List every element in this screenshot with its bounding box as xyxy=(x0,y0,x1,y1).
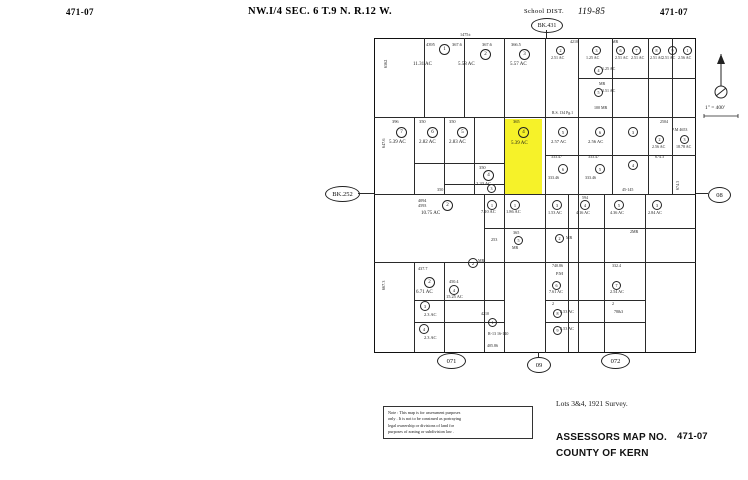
parcel-circle-e23[interactable]: 6 xyxy=(552,281,561,290)
lot-div-5 xyxy=(444,117,445,194)
annotation-pm4653: P.M 4653 xyxy=(672,127,688,132)
east-div-6 xyxy=(604,194,605,352)
lot-div-6 xyxy=(474,117,475,194)
page09-leader xyxy=(538,352,539,357)
parcel-area-e6: 2.51 AC xyxy=(631,55,645,60)
dim-33346b: 333.46 xyxy=(585,175,596,180)
lot-div-2 xyxy=(464,38,465,117)
parcel-circle-e4[interactable]: 5 xyxy=(594,88,603,97)
parcel-area-e19: 4.16 AC xyxy=(576,210,590,215)
dim-2-label: 78&3 xyxy=(614,309,624,314)
dim-4665-a: 2504 xyxy=(660,119,668,124)
parcel-area-3: 5.57 AC xyxy=(510,62,527,67)
parcel-area-4b: 2.33 AC xyxy=(476,181,492,186)
parcel-circle-1b[interactable]: 1 xyxy=(487,200,497,210)
parcel-area-6b: 2.82 AC xyxy=(419,140,436,145)
lots-survey-note: Lots 3&4, 1921 Survey. xyxy=(556,399,628,408)
parcel-area-e26: 2.53 AC xyxy=(560,326,574,331)
interior-line-h-194 xyxy=(374,194,696,195)
parcel-area-5b: 2.83 AC xyxy=(449,140,466,145)
annotation-mr-top: MR xyxy=(612,39,619,44)
parcel-circle-e20[interactable]: 5 xyxy=(614,200,624,210)
parcel-circle-e12[interactable]: 3 xyxy=(628,127,638,137)
parcel-circle-1c[interactable]: 1 xyxy=(510,200,520,210)
parcel-area-e20: 4.36 AC xyxy=(610,210,624,215)
parcel-area-e8: 2.51 AC xyxy=(662,55,676,60)
lot-div-10 xyxy=(444,262,445,352)
dim-46: 45-145 xyxy=(622,187,634,192)
dim-4395: 4395 xyxy=(426,42,435,47)
parcel-circle-e15[interactable]: 3 xyxy=(680,135,689,144)
dim-3324: 2 xyxy=(552,301,554,306)
dim-350-c: 350 xyxy=(479,165,486,170)
parcel-area-e25: 2.53 AC xyxy=(560,309,574,314)
parcel-area-4c: 2.3 AC xyxy=(424,335,437,340)
parcel-area-e14: 2.56 AC xyxy=(652,144,666,149)
header-right-label: 471-07 xyxy=(660,7,688,17)
parcel-circle-4d[interactable]: 4 xyxy=(449,285,459,295)
parcel-circle-e10[interactable]: 5 xyxy=(558,127,568,137)
parcel-area-e23: 7.61 AC xyxy=(549,289,563,294)
parcel-area-e10: 2.57 AC xyxy=(551,139,567,144)
dim-74086: 332.4 xyxy=(612,263,621,268)
dim-253: 253 xyxy=(491,237,498,242)
parcel-circle-e26[interactable]: 9 xyxy=(553,326,562,335)
east-div-1 xyxy=(578,38,579,353)
parcel-circle-e1[interactable]: 2 xyxy=(556,46,565,55)
page-reference-071[interactable]: 071 xyxy=(437,353,466,369)
parcel-area-e15: 18.78 AC xyxy=(676,144,692,149)
parcel-area-e11: 2.56 AC xyxy=(588,139,604,144)
parcel-area-e18: 1.53 AC xyxy=(548,210,562,215)
parcel-circle-e17[interactable]: 5 xyxy=(595,164,605,174)
parcel-area-e1: 2.51 AC xyxy=(551,55,565,60)
parcel-circle-2-mr[interactable]: 2 xyxy=(468,258,478,268)
lot-div-12 xyxy=(504,262,505,352)
parcel-circle-e22[interactable]: 2 xyxy=(555,234,564,243)
page-reference-08[interactable]: 08 xyxy=(708,187,731,203)
dim-33346: 333.46 xyxy=(548,175,559,180)
page-title: NW.I/4 SEC. 6 T.9 N. R.12 W. xyxy=(248,6,393,17)
parcel-circle-e9[interactable]: 1 xyxy=(683,46,692,55)
parcel-circle-e24[interactable]: 7 xyxy=(612,281,621,290)
dim-153: 450.4 xyxy=(449,279,459,284)
section-boundary-left xyxy=(374,38,375,353)
interior-line-v-545 xyxy=(545,38,546,353)
note-line-2: only . It is not to be construed as portraying xyxy=(388,416,462,422)
parcel-circle-6b[interactable]: 6 xyxy=(427,127,438,138)
east-div-2 xyxy=(612,38,613,194)
dim-365-hl: 365 xyxy=(513,119,520,124)
dim-6743-a: 674.3 xyxy=(675,181,680,190)
dim-4593: 4593 xyxy=(418,203,427,208)
parcel-circle-e6[interactable]: 7 xyxy=(632,46,641,55)
dim-594: 594 xyxy=(582,195,588,200)
dim-6562: 6562 xyxy=(383,59,388,68)
page-reference-09[interactable]: 09 xyxy=(527,357,551,373)
lot-div-3 xyxy=(504,38,505,117)
dim-6673: 667.3 xyxy=(381,280,386,290)
parcel-circle-3b[interactable]: 3 xyxy=(420,301,430,311)
parcel-area-1b: 7.10 AC xyxy=(481,209,496,214)
parcel-circle-2[interactable]: 2 xyxy=(480,49,491,60)
parcel-circle-e25[interactable]: 8 xyxy=(553,309,562,318)
annotation-mr-b: MR xyxy=(478,258,485,263)
note-line-3: legal ownership or divisions of land for xyxy=(388,422,455,428)
parcel-area-4d: 15.25 AC xyxy=(446,294,463,299)
parcel-circle-highlight-4[interactable]: 4 xyxy=(518,127,529,138)
lot-div-1 xyxy=(424,38,425,117)
dim-593: 740.86 xyxy=(552,263,563,268)
dim-3324b: 2 xyxy=(612,301,614,306)
east-div-h-155 xyxy=(545,155,696,156)
header-left-label: 471-07 xyxy=(66,7,94,17)
lot-div-4 xyxy=(414,117,415,194)
dim-365-b: 365 xyxy=(513,230,520,235)
parcel-circle-e13[interactable]: 4 xyxy=(628,160,638,170)
parcel-circle-7[interactable]: 7 xyxy=(396,127,407,138)
annotation-mr-top2: MR xyxy=(599,81,606,86)
page-reference-072[interactable]: 072 xyxy=(601,353,630,369)
parcel-area-e9: 2.56 AC xyxy=(678,55,692,60)
east-div-3 xyxy=(648,38,649,194)
annotation-2mr: 2MR xyxy=(630,229,639,234)
parcel-circle-e7[interactable]: 8 xyxy=(652,46,661,55)
school-district-label: School DIST. xyxy=(524,8,565,15)
parcel-circle-e8[interactable]: 9 xyxy=(668,46,677,55)
lot-div-13 xyxy=(414,262,415,352)
dim-350-d: 350 xyxy=(437,187,444,192)
dim-4210: 4210 xyxy=(570,39,578,44)
parcel-circle-e16[interactable]: 6 xyxy=(558,164,568,174)
parcel-circle-1[interactable]: 1 xyxy=(439,44,450,55)
note-line-4: purposes of zoning or subdivision law . xyxy=(388,428,454,434)
parcel-area-e4: 2.51 AC xyxy=(602,88,616,93)
bk252-leader xyxy=(358,193,374,194)
dim-4094: 4094 xyxy=(418,198,427,203)
parcel-circle-9b[interactable]: 1 xyxy=(488,318,497,327)
school-district-value: 119-85 xyxy=(578,6,606,16)
parcel-area-3b: 2.3 AC xyxy=(424,312,437,317)
parcel-area-e24: 2.54 AC xyxy=(610,289,624,294)
parcel-circle-2b[interactable]: 2 xyxy=(442,200,453,211)
parcel-area-e5: 2.51 AC xyxy=(615,55,629,60)
dim-6476: 647.6 xyxy=(381,138,386,148)
dim-350-a: 350 xyxy=(419,119,426,124)
parcel-circle-e11[interactable]: 6 xyxy=(595,127,605,137)
lot-div-h-163 xyxy=(414,163,504,164)
annotation-783: 4210 xyxy=(481,311,489,316)
dim-33347-a: 333.47 xyxy=(551,154,562,159)
parcel-circle-3[interactable]: 3 xyxy=(519,49,530,60)
north-arrow-icon xyxy=(706,52,736,102)
parcel-circle-e5[interactable]: 6 xyxy=(616,46,625,55)
parcel-area-highlight-4: 5.39 AC xyxy=(511,141,528,146)
parcel-area-2b: 10.75 AC xyxy=(421,211,441,216)
east-div-7 xyxy=(645,194,646,352)
parcel-area-e3: 1.25 AC xyxy=(602,66,616,71)
east-div-h-78 xyxy=(578,78,696,79)
dim-3676-a: 367.6 xyxy=(452,42,462,47)
parcel-area-1: 11.31 AC xyxy=(413,62,432,67)
dim-1475: 1475± xyxy=(460,32,471,37)
book-reference-252[interactable]: BK.252 xyxy=(325,186,360,202)
disclaimer-note-box xyxy=(383,406,533,439)
parcel-area-2: 5.58 AC xyxy=(458,62,475,67)
parcel-area-e21: 2.84 AC xyxy=(648,210,662,215)
dim-33347-b: 333.47 xyxy=(588,154,599,159)
book-431-leader xyxy=(546,30,547,38)
parcel-circle-e14[interactable]: 2 xyxy=(655,135,664,144)
parcel-area-2c: 6.71 AC xyxy=(416,290,433,295)
parcel-circle-4b[interactable]: 4 xyxy=(483,170,494,181)
parcel-area-7: 5.39 AC xyxy=(389,140,406,145)
annotation-mr-a: MR xyxy=(512,245,519,250)
dim-3665: 366.5 xyxy=(511,42,521,47)
annotation-r13: R-13 16-140 xyxy=(488,331,509,336)
dim-396: 396 xyxy=(392,119,399,124)
parcel-circle-2c[interactable]: 2 xyxy=(424,277,435,288)
assessors-map-label: ASSESSORS MAP NO. xyxy=(556,432,668,443)
parcel-circle-5b[interactable]: 5 xyxy=(457,127,468,138)
parcel-circle-e21[interactable]: 3 xyxy=(652,200,662,210)
annotation-pm: P.M xyxy=(556,271,563,276)
parcel-circle-e3[interactable]: 4 xyxy=(594,66,603,75)
parcel-area-e2: 1.25 AC xyxy=(586,55,600,60)
parcel-circle-4c[interactable]: 4 xyxy=(419,324,429,334)
dim-350-b: 350 xyxy=(449,119,456,124)
dim-4377: 437.7 xyxy=(418,266,428,271)
east-div-h-117 xyxy=(545,117,696,118)
note-line-1: Note : This map is for assessment purposes xyxy=(388,410,461,415)
annotation-rs-134: R.S. 134 Pg.1 xyxy=(552,111,573,115)
section-boundary-bottom xyxy=(374,352,696,353)
lot-div-h-228 xyxy=(484,228,545,229)
scale-bar xyxy=(703,113,739,119)
annotation-mr-c: MR xyxy=(566,235,573,240)
county-label: COUNTY OF KERN xyxy=(556,448,649,459)
assessors-map-number: 471-07 xyxy=(677,431,708,442)
dim-2504: 674.3 xyxy=(655,154,664,159)
parcel-area-e7: 2.51 AC xyxy=(650,55,664,60)
section-boundary-right xyxy=(695,38,696,353)
parcel-circle-e2[interactable]: 3 xyxy=(592,46,601,55)
annotation-100mr: 100 MR xyxy=(594,105,608,110)
east-div-h-322b xyxy=(545,322,645,323)
lot-div-11 xyxy=(484,262,485,352)
annotation-misc3: 405.86 xyxy=(487,343,498,348)
interior-line-h-117 xyxy=(374,117,545,118)
page08-leader xyxy=(696,193,708,194)
parcel-circle-small-a[interactable]: 3 xyxy=(487,184,496,193)
parcel-circle-e19[interactable]: 4 xyxy=(580,200,590,210)
dim-3676-b: 367.6 xyxy=(482,42,492,47)
east-div-h-300b xyxy=(545,300,645,301)
book-reference-431[interactable]: BK.431 xyxy=(531,18,563,33)
parcel-circle-mr-a[interactable]: 5 xyxy=(514,236,523,245)
interior-line-h-262 xyxy=(374,262,545,263)
scale-label: 1" = 400' xyxy=(705,105,725,111)
lot-div-7 xyxy=(504,117,505,194)
parcel-area-1c: 1.86 AC xyxy=(506,209,521,214)
parcel-circle-e18[interactable]: 3 xyxy=(552,200,562,210)
